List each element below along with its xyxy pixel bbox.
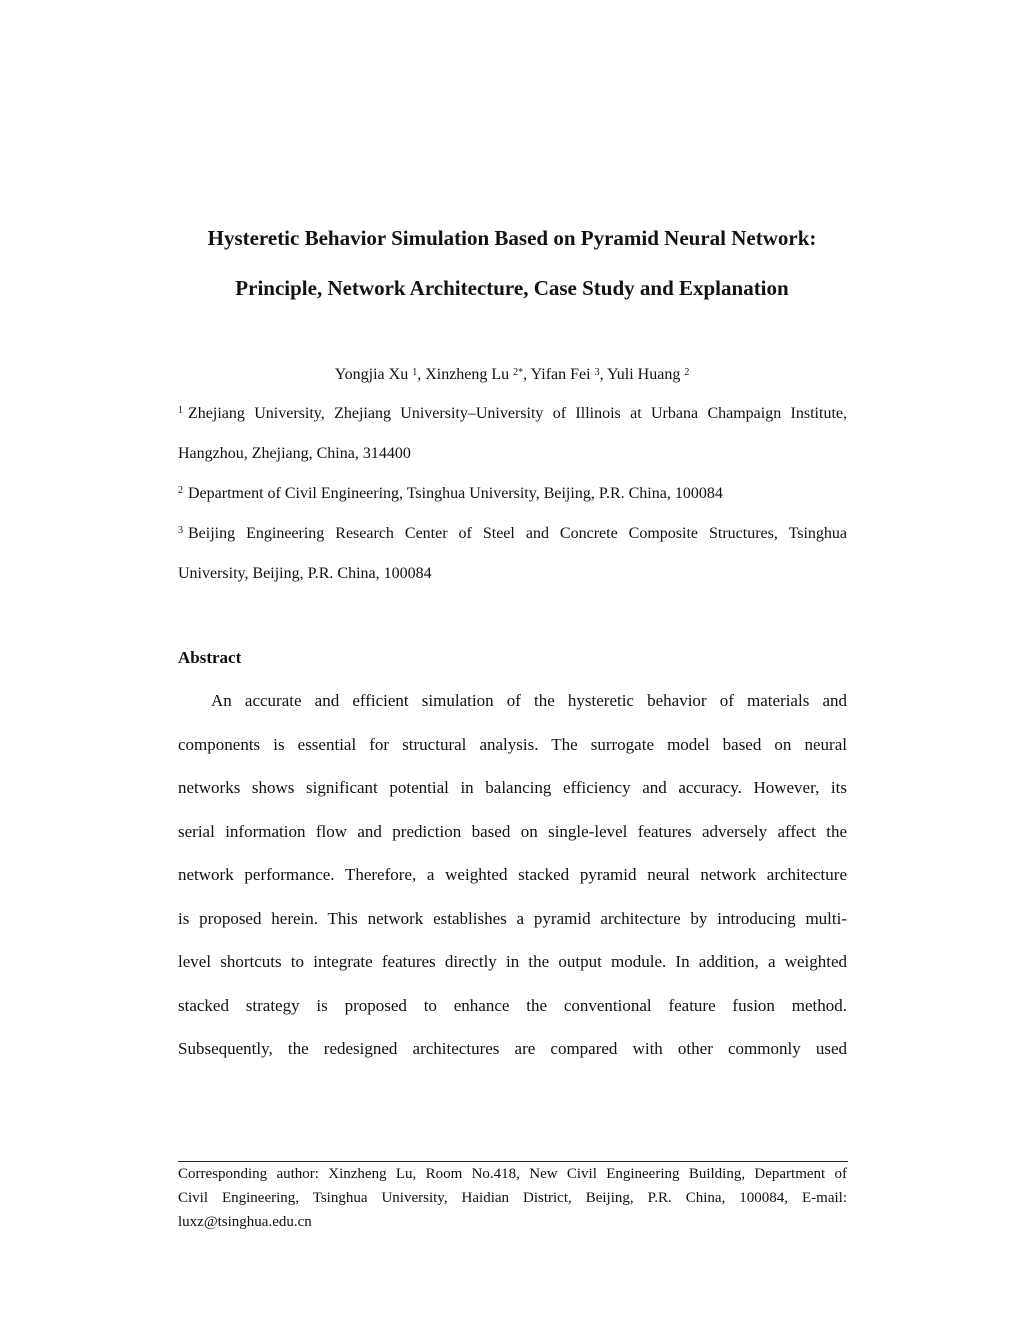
author-affiliation-mark: 2 [684,367,690,378]
affiliation-mark: 2 [178,485,183,496]
affiliation-1-continued: Hangzhou, Zhejiang, China, 314400 [178,445,411,462]
abstract-line: An accurate and efficient simulation of the hysteretic behavior of materials and [211,691,847,710]
affiliation-3-continued: University, Beijing, P.R. China, 100084 [178,565,432,582]
abstract-line: is proposed herein. This network establishes a pyramid architecture by introducing multi- [178,908,847,928]
abstract-line: network performance. Therefore, a weighted stacked pyramid neural network architecture [178,865,847,884]
author-affiliation-mark: 2* [513,367,524,378]
abstract-body [178,690,847,1082]
paper-title-line-1: Hysteretic Behavior Simulation Based on Pyramid Neural Network: [207,226,817,250]
paper-title-line-2: Principle, Network Architecture, Case Study and Explanation [235,276,789,300]
affiliation-text: Zhejiang University, Zhejiang University–University of Illinois at Urbana Champaign Institute, [188,405,847,422]
footnote-line: Corresponding author: Xinzheng Lu, Room No.418, New Civil Engineering Building, Department of [178,1166,847,1182]
abstract-line: Subsequently, the redesigned architectures are compared with other commonly used [178,1039,847,1058]
abstract-line: components is essential for structural analysis. The surrogate model based on neural [178,734,847,754]
abstract-line: level shortcuts to integrate features directly in the output module. In addition, a weighted [178,952,847,971]
footnote-email: luxz@tsinghua.edu.cn [178,1214,312,1230]
footnote-line: Civil Engineering, Tsinghua University, Haidian District, Beijing, P.R. China, 100084, E-mail: [178,1190,847,1206]
affiliation-3 [178,523,847,545]
author-list: Yongjia Xu $^1$, Xinzheng Lu $^{2*}$, Yifan Fei $^3$, Yuli Huang $^2$ [334,366,690,383]
author-name: Yuli Huang [606,366,681,383]
affiliation-text: Beijing Engineering Research Center of Steel and Concrete Composite Structures, Tsinghua [188,525,847,542]
footnote-divider [178,1161,848,1162]
affiliation-2 [178,483,847,505]
abstract-heading: Abstract [178,648,242,667]
affiliation-text: Department of Civil Engineering, Tsinghua University, Beijing, P.R. China, 100084 [188,485,723,502]
affiliation-mark: 3 [178,525,183,536]
author-name: Yongjia Xu [334,366,409,383]
author-name: Yifan Fei [530,366,591,383]
abstract-line: stacked strategy is proposed to enhance the conventional feature fusion method. [178,995,847,1015]
author-affiliation-mark: 1 [412,367,418,378]
author-name: Xinzheng Lu [425,366,510,383]
author-affiliation-mark: 3 [594,367,600,378]
affiliation-mark: 1 [178,405,183,416]
abstract-line: networks shows significant potential in balancing efficiency and accuracy. However, its [178,778,847,797]
abstract-line: serial information flow and prediction based on single-level features adversely affect the [178,821,847,841]
affiliation-1 [178,403,847,425]
